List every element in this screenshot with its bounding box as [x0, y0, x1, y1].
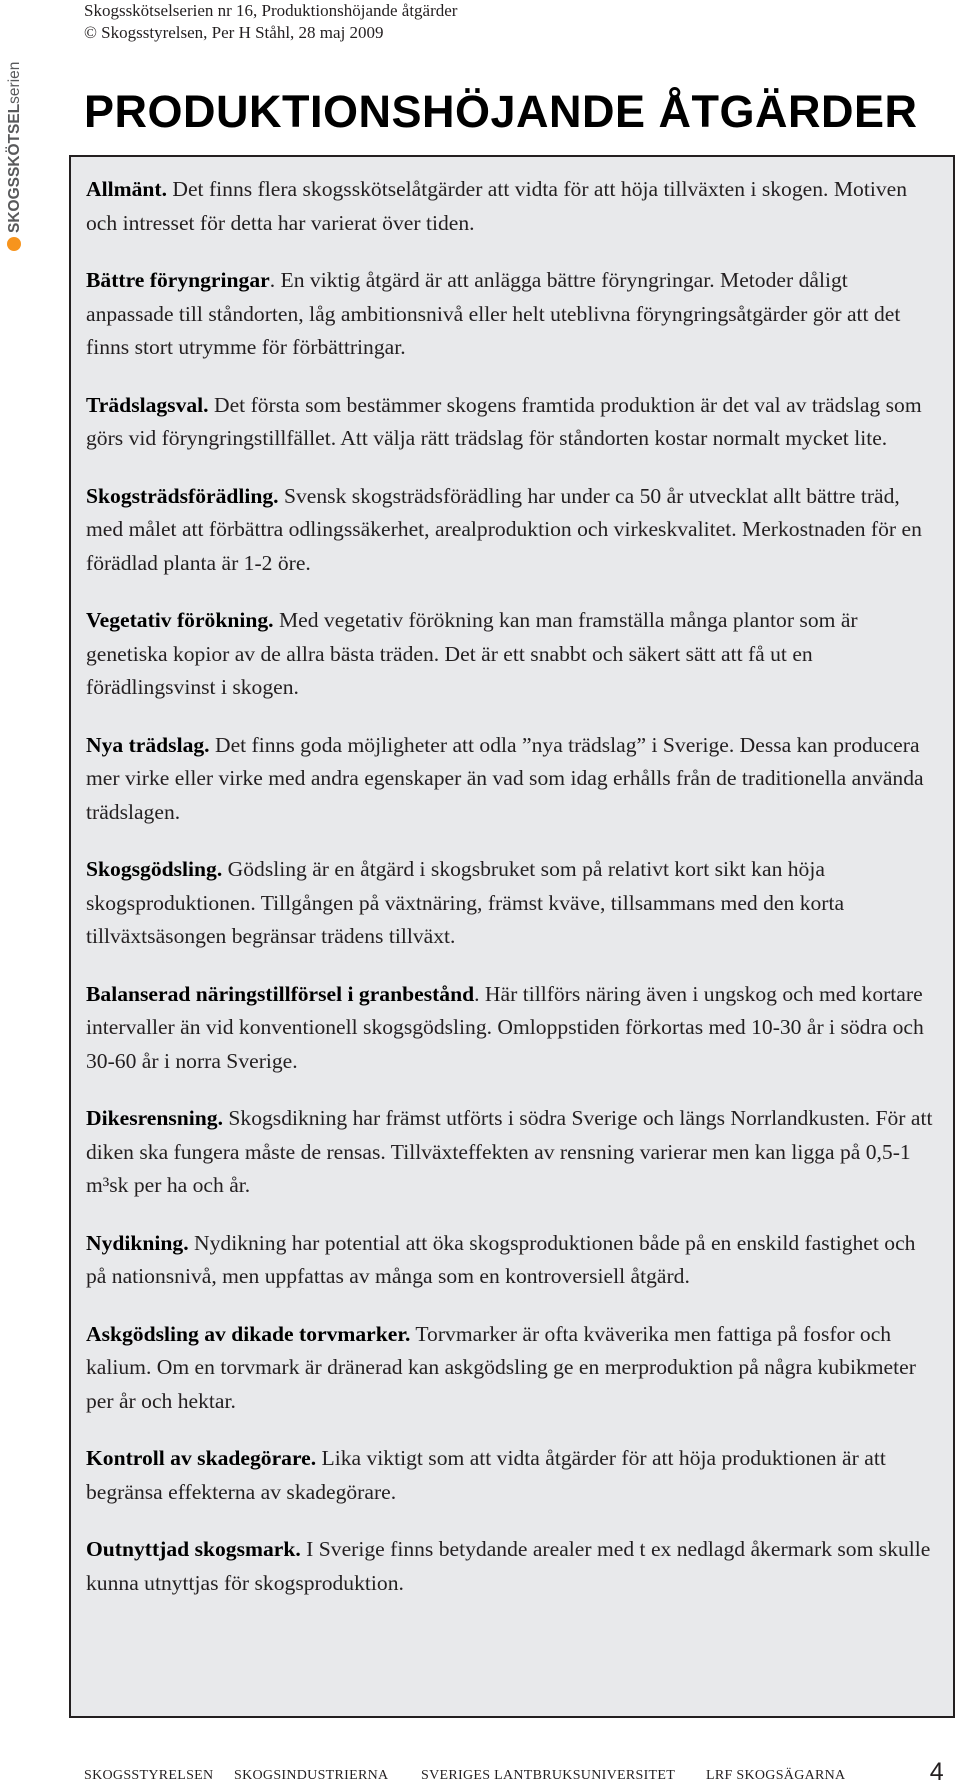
section-paragraph: [86, 1227, 939, 1294]
document-header: [84, 0, 457, 44]
copyright-line: © Skogsstyrelsen, Per H Ståhl, 28 maj 2009: [84, 23, 384, 42]
section-paragraph: [86, 853, 939, 954]
section-body: Lika viktigt som att vidta åtgärder för att höja produktionen är att begränsa effekterna av skadegörare.: [86, 1446, 886, 1504]
logo-wordmark-bold: SKOGSSKÖTSEL: [6, 103, 23, 233]
section-paragraph: [86, 264, 939, 365]
series-logo: [2, 30, 26, 260]
section-body: I Sverige finns betydande arealer med t ex nedlagd åkermark som skulle kunna utnyttjas för skogsproduktion.: [86, 1537, 931, 1595]
section-heading: Kontroll av skadegörare.: [86, 1446, 317, 1470]
sections-list: [86, 173, 939, 1600]
section-heading: Nydikning.: [86, 1230, 189, 1255]
page-number: 4: [929, 1758, 944, 1786]
section-paragraph: [86, 1442, 939, 1509]
section-heading: Skogsträdsförädling.: [86, 483, 279, 508]
footer-item-skogsindustrierna: SKOGSINDUSTRIERNA: [234, 1768, 389, 1783]
content-box: [69, 155, 955, 1718]
logo-dot-icon: [7, 237, 21, 251]
section-paragraph: [86, 604, 939, 705]
section-heading: Bättre föryngringar: [86, 268, 270, 292]
series-line: Skogsskötselserien nr 16, Produktionshöjande åtgärder: [84, 1, 458, 20]
footer-item-lrf-skogsagarna: LRF SKOGSÄGARNA: [706, 1768, 846, 1783]
section-body: Skogsdikning har främst utförts i södra Sverige och längs Norrlandkusten. För att diken ska fungera måste de rensas. Tillväxteffekten av rensning varierar men kan ligga på 0,5-1 m³sk per ha och år.: [86, 1106, 933, 1197]
section-paragraph: [86, 1318, 939, 1419]
section-body: . Här tillförs näring även i ungskog och med kortare intervaller än vid konventionell skogsgödsling. Omloppstiden förkortas med 10-30 år i södra och 30-60 år i norra Sverige.: [86, 981, 924, 1073]
section-heading: Balanserad näringstillförsel i granbestånd: [86, 981, 475, 1006]
footer-item-slu: SVERIGES LANTBRUKSUNIVERSITET: [421, 1768, 676, 1783]
section-heading: Askgödsling av dikade torvmarker.: [86, 1321, 411, 1346]
logo-wordmark: [6, 62, 23, 233]
section-heading: Trädslagsval.: [86, 392, 209, 417]
section-body: Det finns flera skogsskötselåtgärder att vidta för att höja tillväxten i skogen. Motiven och intresset för detta har varierat över tiden.: [86, 177, 907, 235]
footer-item-skogsstyrelsen: SKOGSSTYRELSEN: [84, 1768, 214, 1783]
section-body: Nydikning har potential att öka skogsproduktionen både på en enskild fastighet och på nationsnivå, men uppfattas av många som en kontroversiell åtgärd.: [86, 1230, 916, 1288]
section-paragraph: [86, 389, 939, 456]
section-body: Torvmarker är ofta kväverika men fattiga på fosfor och kalium. Om en torvmark är dränerad kan askgödsling ge en merproduktion på några kubikmeter per år och hektar.: [86, 1321, 916, 1413]
section-paragraph: [86, 978, 939, 1079]
section-heading: Allmänt.: [86, 177, 167, 201]
footer: [84, 1758, 944, 1786]
section-heading: Skogsgödsling.: [86, 857, 223, 881]
section-body: . En viktig åtgärd är att anlägga bättre föryngringar. Metoder dåligt anpassade till ståndorten, låg ambitionsnivå eller helt uteblivna föryngringsåtgärder gör att det finns stort utrymme för förbättringar.: [86, 268, 901, 359]
section-heading: Dikesrensning.: [86, 1106, 223, 1130]
section-heading: Outnyttjad skogsmark.: [86, 1537, 301, 1561]
section-paragraph: [86, 1102, 939, 1203]
section-heading: Nya trädslag.: [86, 732, 210, 757]
section-body: Det första som bestämmer skogens framtida produktion är det val av trädslag som görs vid föryngringstillfället. Att välja rätt trädslag för ståndorten kostar normalt mycket lite.: [86, 392, 922, 450]
section-body: Det finns goda möjligheter att odla ”nya trädslag” i Sverige. Dessa kan producera mer virke eller virke med andra egenskaper än vad som idag erhålls från de traditionella använda trädslagen.: [86, 732, 924, 824]
section-paragraph: [86, 480, 939, 581]
section-heading: Vegetativ förökning.: [86, 608, 274, 632]
section-paragraph: [86, 1533, 939, 1600]
section-body: Svensk skogsträdsförädling har under ca 50 år utvecklat allt bättre träd, med målet att förbättra odlingssäkerhet, arealproduktion och virkeskvalitet. Merkostnaden för en förädlad planta är 1-2 öre.: [86, 483, 922, 575]
section-body: Med vegetativ förökning kan man framställa många plantor som är genetiska kopior av de allra bästa träden. Det är ett snabbt och säkert sätt att få ut en förädlingsvinst i skogen.: [86, 608, 858, 699]
section-body: Gödsling är en åtgärd i skogsbruket som på relativt kort sikt kan höja skogsproduktionen. Tillgången på växtnäring, främst kväve, tillsammans med den korta tillväxtsäsongen begränsar trädens tillväxt.: [86, 857, 845, 948]
section-paragraph: [86, 729, 939, 830]
page-title: PRODUKTIONSHÖJANDE ÅTGÄRDER: [84, 86, 918, 137]
logo-wordmark-light: serien: [6, 61, 23, 104]
section-paragraph: [86, 173, 939, 240]
